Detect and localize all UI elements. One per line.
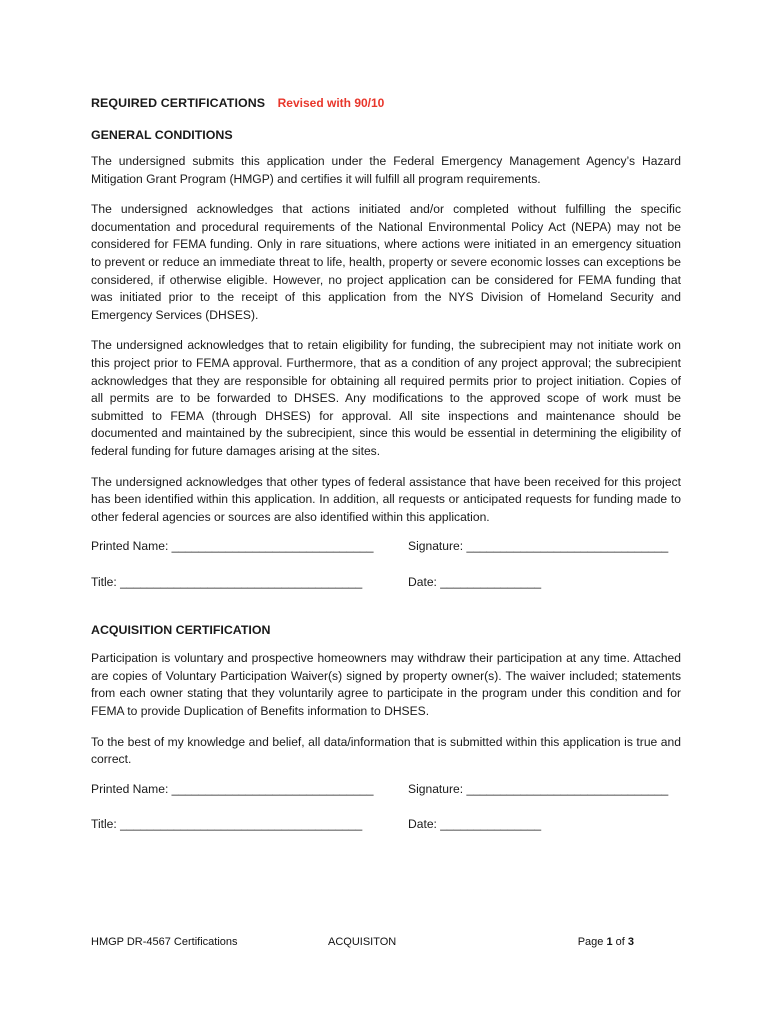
- general-paragraph-1: The undersigned submits this application under the Federal Emergency Management Agency’s Hazard Mitigation Grant Program (HMGP) and certifies it will fulfill all program requirements.: [91, 154, 681, 186]
- title-row: [91, 94, 681, 112]
- printed-name-field[interactable]: Printed Name: ______________________________: [91, 539, 374, 554]
- general-name-signature-row: [91, 539, 681, 557]
- page-content: [91, 94, 681, 835]
- page-prefix: Page: [577, 936, 607, 948]
- acquisition-title-date-row: [91, 817, 681, 835]
- date-field[interactable]: Date: _______________: [408, 575, 542, 590]
- footer-page-number: [578, 936, 634, 948]
- general-paragraph-3: The undersigned acknowledges that to retain eligibility for funding, the subrecipient may not initiate work on this project prior to FEMA approval. Furthermore, that as a condition of any project approval; the subrecipient acknowledges that they are responsible for obtaining all required permits prior to project initiation. Copies of all permits are to be forwarded to DHSES. Any modifications to the approved scope of work must be submitted to FEMA (through DHSES) for approval. All site inspections and maintenance should be documented and maintained by the subrecipient, since this would be essential in determining the eligibility of federal funding for future damages arising at the sites.: [91, 338, 681, 458]
- footer-document-name: HMGP DR-4567 Certifications: [91, 936, 238, 948]
- page-of: of: [612, 936, 628, 948]
- page-total: 3: [627, 936, 634, 948]
- acquisition-paragraph-2: To the best of my knowledge and belief, all data/information that is submitted within this application is true and correct.: [91, 734, 681, 767]
- acquisition-heading: ACQUISITION CERTIFICATION: [91, 623, 271, 638]
- general-conditions-heading: GENERAL CONDITIONS: [91, 128, 233, 142]
- page-current: 1: [606, 936, 613, 948]
- revision-note: Revised with 90/10: [277, 96, 385, 110]
- printed-name-field[interactable]: Printed Name: ______________________________: [91, 781, 374, 796]
- footer-section-name: ACQUISITON: [328, 936, 397, 948]
- page-footer: [91, 936, 634, 950]
- title-field[interactable]: Title: ____________________________________: [91, 816, 363, 831]
- date-field[interactable]: Date: _______________: [408, 816, 542, 831]
- general-paragraph-2: The undersigned acknowledges that actions initiated and/or completed without fulfilling the specific documentation and procedural requirements of the National Environmental Policy Act (NEPA) may not be considered for FEMA funding. Only in rare situations, where actions were initiated in an emergency situation to prevent or reduce an immediate threat to life, health, property or severe economic losses can exceptions be considered, if otherwise eligible. However, no project application can be considered for FEMA funding that was initiated prior to the receipt of this application from the NYS Division of Homeland Security and Emergency Services (DHSES).: [91, 202, 681, 322]
- document-title: REQUIRED CERTIFICATIONS: [91, 96, 266, 110]
- title-field[interactable]: Title: ____________________________________: [91, 575, 363, 590]
- signature-field[interactable]: Signature: ______________________________: [408, 539, 669, 554]
- general-title-date-row: [91, 575, 681, 593]
- acquisition-name-signature-row: [91, 782, 681, 800]
- acquisition-paragraph-1: Participation is voluntary and prospective homeowners may withdraw their participation at any time. Attached are copies of Voluntary Participation Waiver(s) signed by property owner(s). The waiver included; statements from each owner stating that they voluntarily agree to participate in the program under this condition and for FEMA to provide Duplication of Benefits information to DHSES.: [91, 651, 681, 719]
- signature-field[interactable]: Signature: ______________________________: [408, 781, 669, 796]
- general-paragraph-4: The undersigned acknowledges that other types of federal assistance that have been received for this project has been identified within this application. In addition, all requests or anticipated requests for funding made to other federal agencies or sources are also identified within this application.: [91, 474, 681, 524]
